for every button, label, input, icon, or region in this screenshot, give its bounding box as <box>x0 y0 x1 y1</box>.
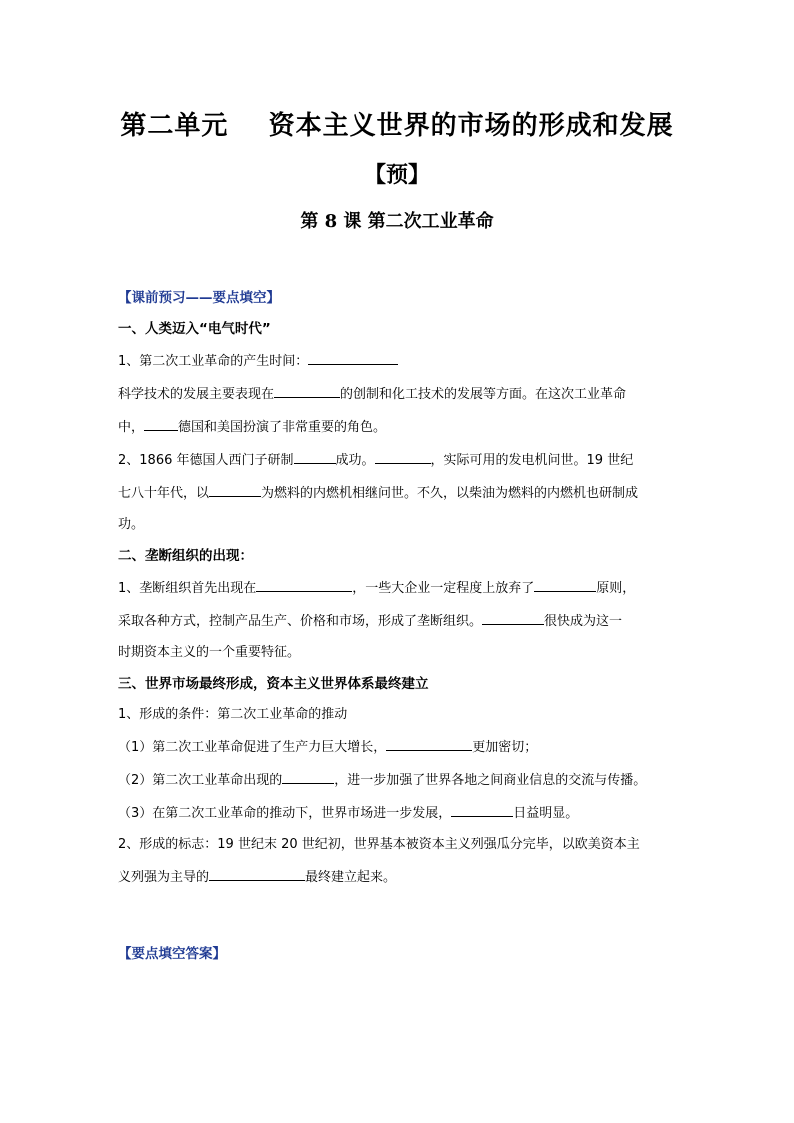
s1-l5b-text: 为燃料的内燃机相继问世。不久，以柴油为燃料的内燃机也研制成 <box>261 486 639 501</box>
unit-title: 第二单元 资本主义世界的市场的形成和发展 <box>120 111 674 141</box>
blank-field[interactable] <box>386 736 472 751</box>
blank-field[interactable] <box>451 802 513 817</box>
blank-field[interactable] <box>375 449 431 464</box>
blank-field[interactable] <box>534 577 596 592</box>
s1-l5a-text: 七八十年代，以 <box>118 486 210 501</box>
s1-l4b-text: 成功。 <box>335 453 375 468</box>
s3-l3a-text: （2）第二次工业革命出现的 <box>118 773 283 788</box>
s1-line-6 <box>118 515 678 535</box>
s2-l1b-text: ，一些大企业一定程度上放弃了 <box>352 581 535 596</box>
blank-field[interactable] <box>274 383 340 398</box>
s3-l5-text: 2、形成的标志：19 世纪末 20 世纪初，世界基本被资本主义列强瓜分完毕，以欧美资本主 <box>118 837 640 852</box>
s3-line-1 <box>118 705 678 725</box>
s1-line-2 <box>118 383 678 405</box>
s3-l6b-text: 最终建立起来。 <box>305 870 397 885</box>
s1-line-3 <box>118 416 678 438</box>
s1-l3b-text: 德国和美国扮演了非常重要的角色。 <box>178 420 387 435</box>
s3-line-2 <box>118 736 678 758</box>
s2-line-2 <box>118 610 678 632</box>
preview-section <box>118 288 678 899</box>
s3-l2b-text: 更加密切； <box>472 740 538 755</box>
lesson-title: 第 8 课 第二次工业革命 <box>300 211 494 232</box>
answers-heading: 【要点填空答案】 <box>118 946 226 962</box>
s1-line-1 <box>118 350 678 372</box>
blank-field[interactable] <box>209 866 305 881</box>
s3-l4a-text: （3）在第二次工业革命的推动下，世界市场进一步发展， <box>118 806 452 821</box>
s1-l2a-text: 科学技术的发展主要表现在 <box>118 387 275 402</box>
s3-line-6 <box>118 866 678 888</box>
s2-l1c-text: 原则， <box>596 581 636 596</box>
s2-line-3 <box>118 643 678 663</box>
blank-field[interactable] <box>144 416 178 431</box>
s1-l4c-text: ，实际可用的发电机问世。19 世纪 <box>430 453 634 468</box>
blank-field[interactable] <box>256 577 352 592</box>
preview-heading: 【课前预习——要点填空】 <box>118 290 280 306</box>
s3-l3b-text: ，进一步加强了世界各地之间商业信息的交流与传播。 <box>334 773 647 788</box>
s2-l2a-text: 采取各种方式，控制产品生产、价格和市场，形成了垄断组织。 <box>118 614 483 629</box>
s3-line-3 <box>118 769 678 791</box>
s2-l3-text: 时期资本主义的一个重要特征。 <box>118 645 301 660</box>
blank-field[interactable] <box>294 449 336 464</box>
section-1-title: 一、人类迈入“电气时代” <box>118 321 271 337</box>
s1-l1-text: 1、第二次工业革命的产生时间： <box>118 354 309 369</box>
section-3-title: 三、世界市场最终形成，资本主义世界体系最终建立 <box>118 676 429 692</box>
s3-l1-text: 1、形成的条件：第二次工业革命的推动 <box>118 707 348 722</box>
s3-l6a-text: 义列强为主导的 <box>118 870 210 885</box>
section-2-title: 二、垄断组织的出现： <box>118 548 253 564</box>
blank-field[interactable] <box>482 610 544 625</box>
s3-line-5 <box>118 835 678 855</box>
s1-line-4 <box>118 449 678 471</box>
s1-line-5 <box>118 482 678 504</box>
s1-l4a-text: 2、1866 年德国人西门子研制 <box>118 453 294 468</box>
s2-l2b-text: 很快成为这一 <box>544 614 623 629</box>
s3-l2a-text: （1）第二次工业革命促进了生产力巨大增长， <box>118 740 387 755</box>
s3-line-4 <box>118 802 678 824</box>
blank-field[interactable] <box>308 350 398 365</box>
s2-l1a-text: 1、垄断组织首先出现在 <box>118 581 257 596</box>
s1-l3a-text: 中， <box>118 420 145 435</box>
s1-l2b-text: 的创制和化工技术的发展等方面。在这次工业革命 <box>340 387 627 402</box>
blank-field[interactable] <box>209 482 261 497</box>
s1-l6-text: 功。 <box>118 517 145 532</box>
preview-tag: 【预】 <box>363 162 430 188</box>
s2-line-1 <box>118 577 678 599</box>
s3-l4b-text: 日益明显。 <box>513 806 579 821</box>
blank-field[interactable] <box>282 769 334 784</box>
